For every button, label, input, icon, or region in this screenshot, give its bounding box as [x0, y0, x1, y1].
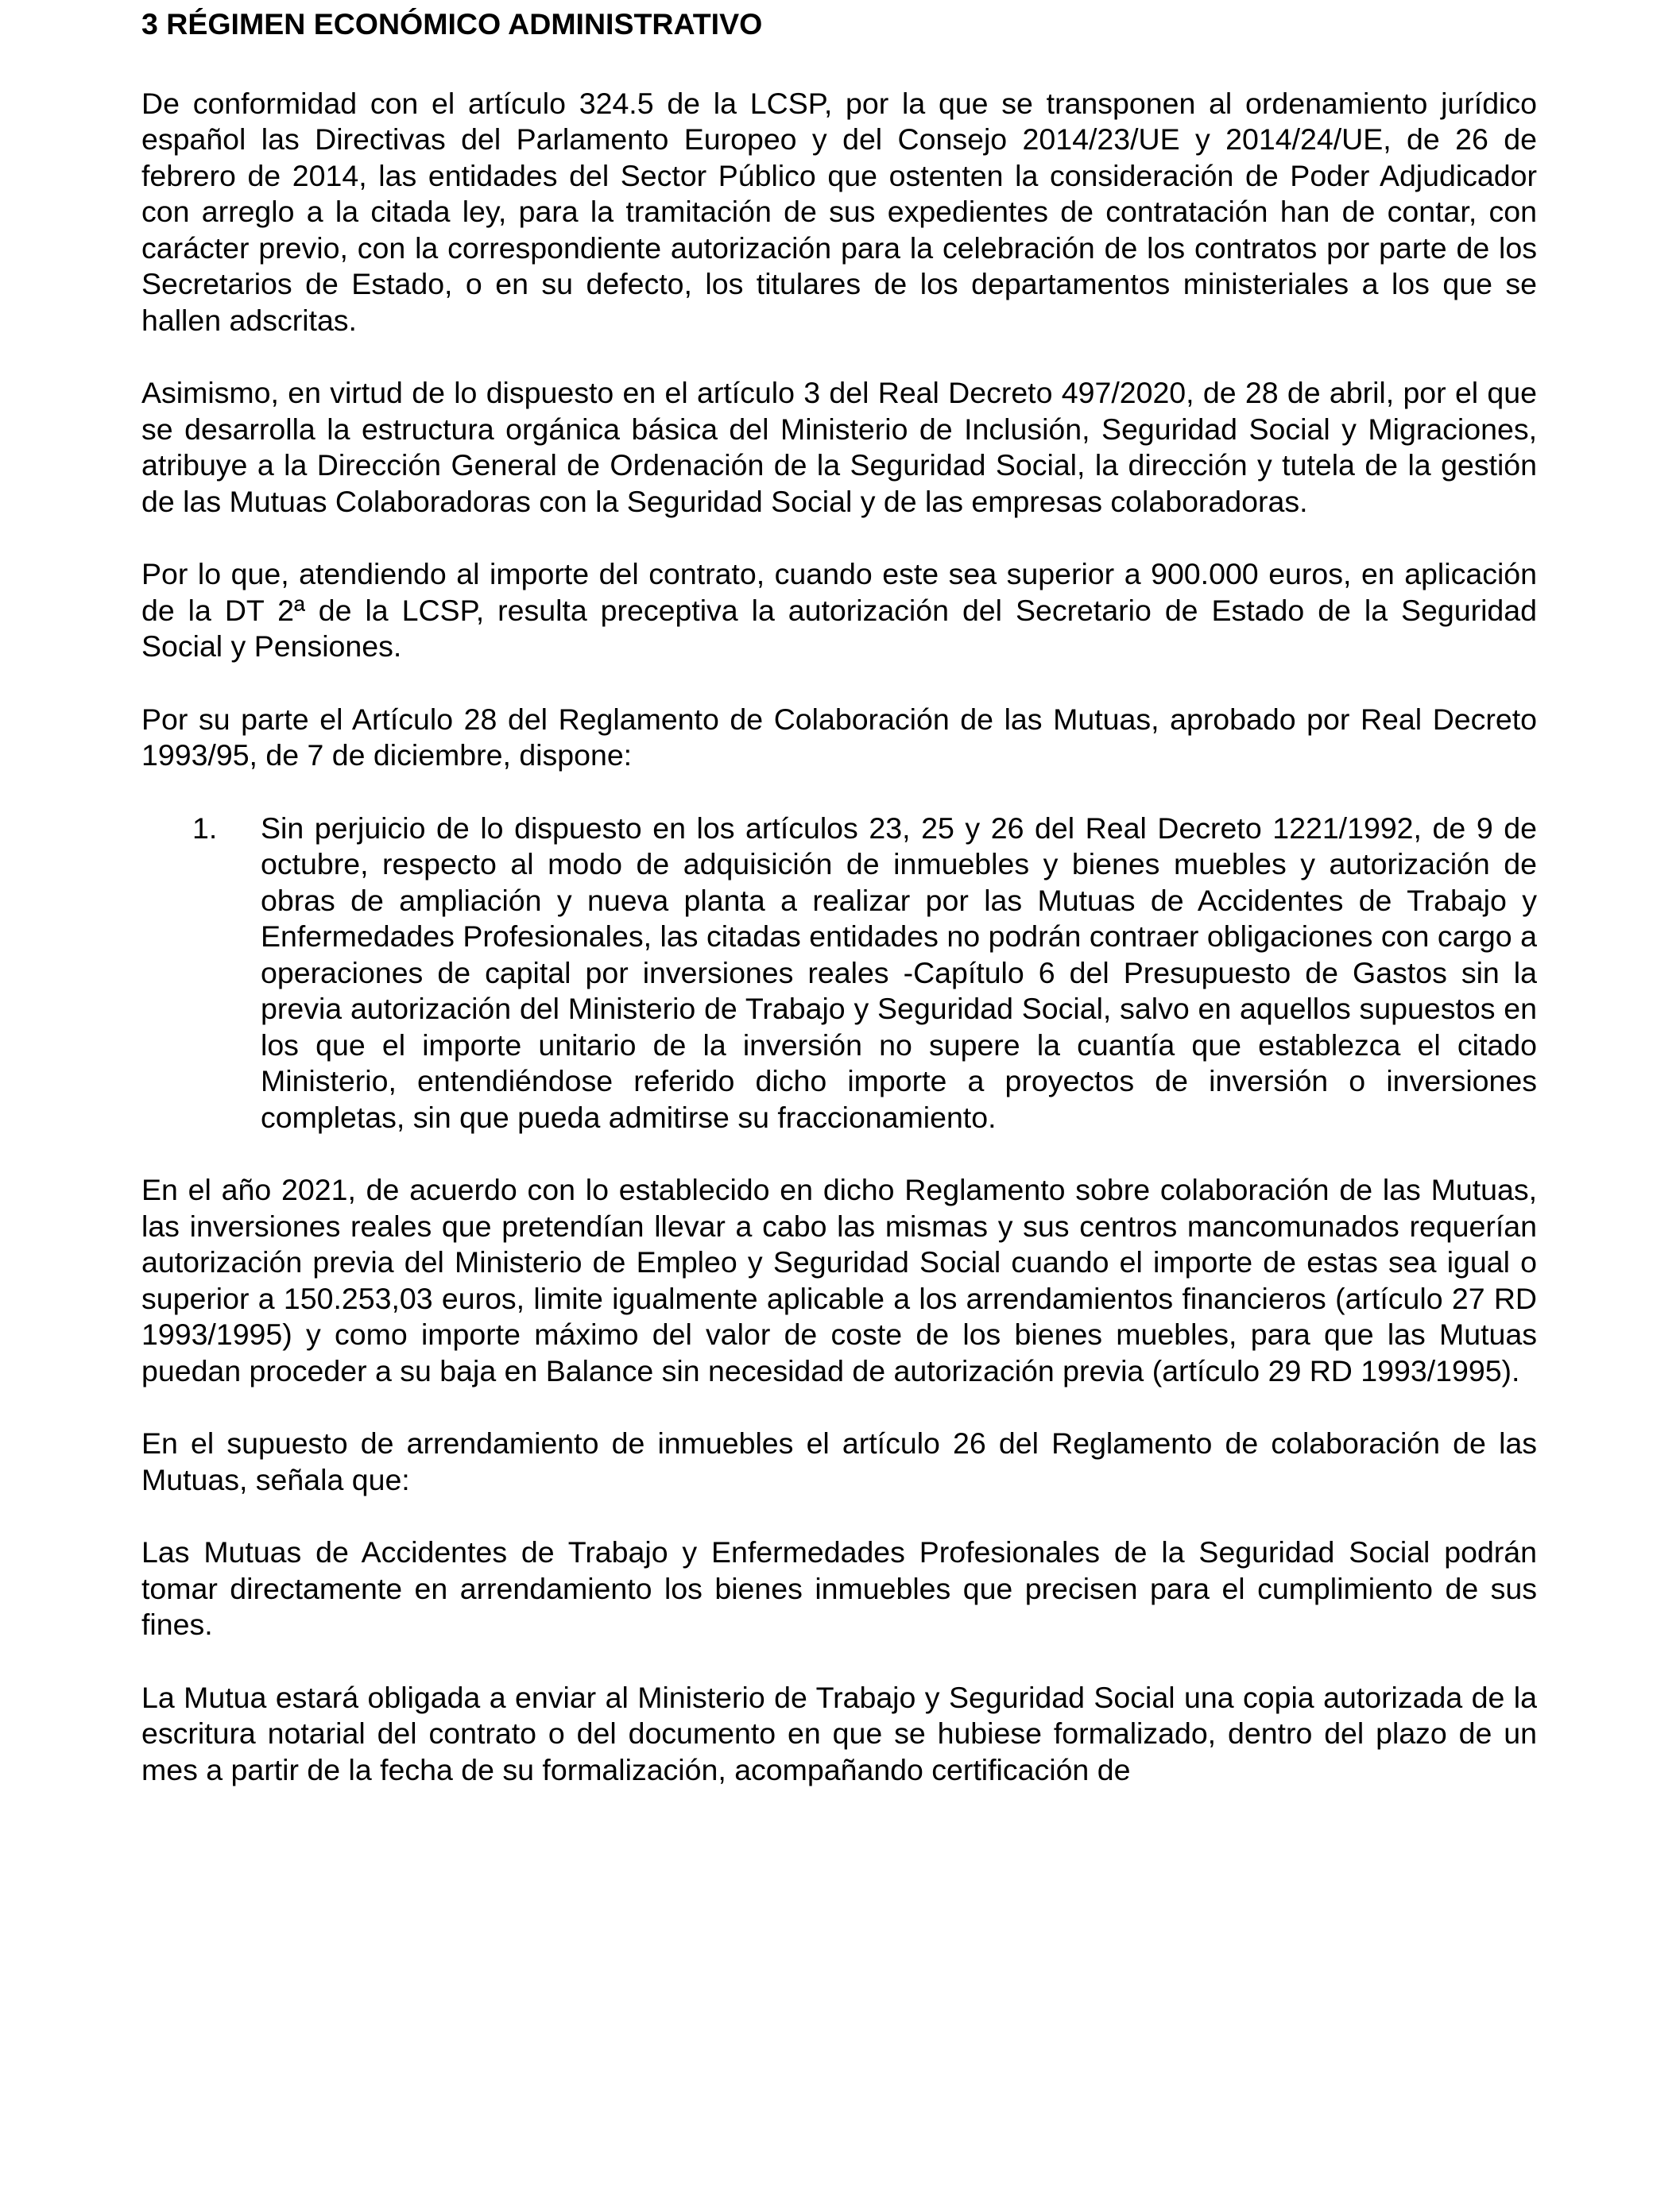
paragraph-mutua-obligada: La Mutua estará obligada a enviar al Ministerio de Trabajo y Seguridad Social una copia autorizada de la escritura notarial del contrato o del documento en que se hubiese formalizado, dentro del plazo de un mes a partir de la fecha de su formalización, acompañando certificación de: [141, 1680, 1537, 1786]
numbered-list: [141, 811, 1537, 1136]
paragraph-ano-2021: En el año 2021, de acuerdo con lo establecido en dicho Reglamento sobre colaboración de las Mutuas, las inversiones reales que pretendían llevar a cabo las mismas y sus centros mancomunados requerían autorización previa del Ministerio de Empleo y Seguridad Social cuando el importe de estas sea igual o superior a 150.253,03 euros, limite igualmente aplicable a los arrendamientos financieros (artículo 27 RD 1993/1995) y como importe máximo del valor de coste de los bienes muebles, para que las Mutuas puedan proceder a su baja en Balance sin necesidad de autorización previa (artículo 29 RD 1993/1995).: [141, 1173, 1537, 1387]
document-page: [141, 0, 1537, 1788]
paragraph-arrendamiento: En el supuesto de arrendamiento de inmuebles el artículo 26 del Reglamento de colaboración de las Mutuas, señala que:: [141, 1426, 1537, 1496]
list-item-number: 1.: [192, 811, 218, 845]
paragraph-lcsp: De conformidad con el artículo 324.5 de la LCSP, por la que se transponen al ordenamiento jurídico español las Directivas del Parlamento Europeo y del Consejo 2014/23/UE y 2014/24/UE, de 26 de febrero de 2014, las entidades del Sector Público que ostenten la consideración de Poder Adjudicador con arreglo a la citada ley, para la tramitación de sus expedientes de contratación han de contar, con carácter previo, con la correspondiente autorización para la celebración de los contratos por parte de los Secretarios de Estado, o en su defecto, los titulares de los departamentos ministeriales a los que se hallen adscritas.: [141, 86, 1537, 337]
list-item-text: Sin perjuicio de lo dispuesto en los artículos 23, 25 y 26 del Real Decreto 1221/1992, de 9 de octubre, respecto al modo de adquisición de inmuebles y bienes muebles y autorización de obras de ampliación y nueva planta a realizar por las Mutuas de Accidentes de Trabajo y Enfermedades Profesionales, las citadas entidades no podrán contraer obligaciones con cargo a operaciones de capital por inversiones reales -Capítulo 6 del Presupuesto de Gastos sin la previa autorización del Ministerio de Trabajo y Seguridad Social, salvo en aquellos supuestos en los que el importe unitario de la inversión no supere la cuantía que establezca el citado Ministerio, entendiéndose referido dicho importe a proyectos de inversión o inversiones completas, sin que pueda admitirse su fraccionamiento.: [261, 811, 1537, 1134]
paragraph-articulo-28: Por su parte el Artículo 28 del Reglamento de Colaboración de las Mutuas, aprobado por Real Decreto 1993/95, de 7 de diciembre, dispone:: [141, 702, 1537, 772]
paragraph-real-decreto: Asimismo, en virtud de lo dispuesto en el artículo 3 del Real Decreto 497/2020, de 28 de abril, por el que se desarrolla la estructura orgánica básica del Ministerio de Inclusión, Seguridad Social y Migraciones, atribuye a la Dirección General de Ordenación de la Seguridad Social, la dirección y tutela de la gestión de las Mutuas Colaboradoras con la Seguridad Social y de las empresas colaboradoras.: [141, 376, 1537, 518]
paragraph-mutuas-arrendamiento: Las Mutuas de Accidentes de Trabajo y Enfermedades Profesionales de la Seguridad Social podrán tomar directamente en arrendamiento los bienes inmuebles que precisen para el cumplimiento de sus fines.: [141, 1535, 1537, 1641]
paragraph-importe: Por lo que, atendiendo al importe del contrato, cuando este sea superior a 900.000 euros, en aplicación de la DT 2ª de la LCSP, resulta preceptiva la autorización del Secretario de Estado de la Seguridad Social y Pensiones.: [141, 557, 1537, 663]
section-title: 3 RÉGIMEN ECONÓMICO ADMINISTRATIVO: [141, 7, 763, 41]
